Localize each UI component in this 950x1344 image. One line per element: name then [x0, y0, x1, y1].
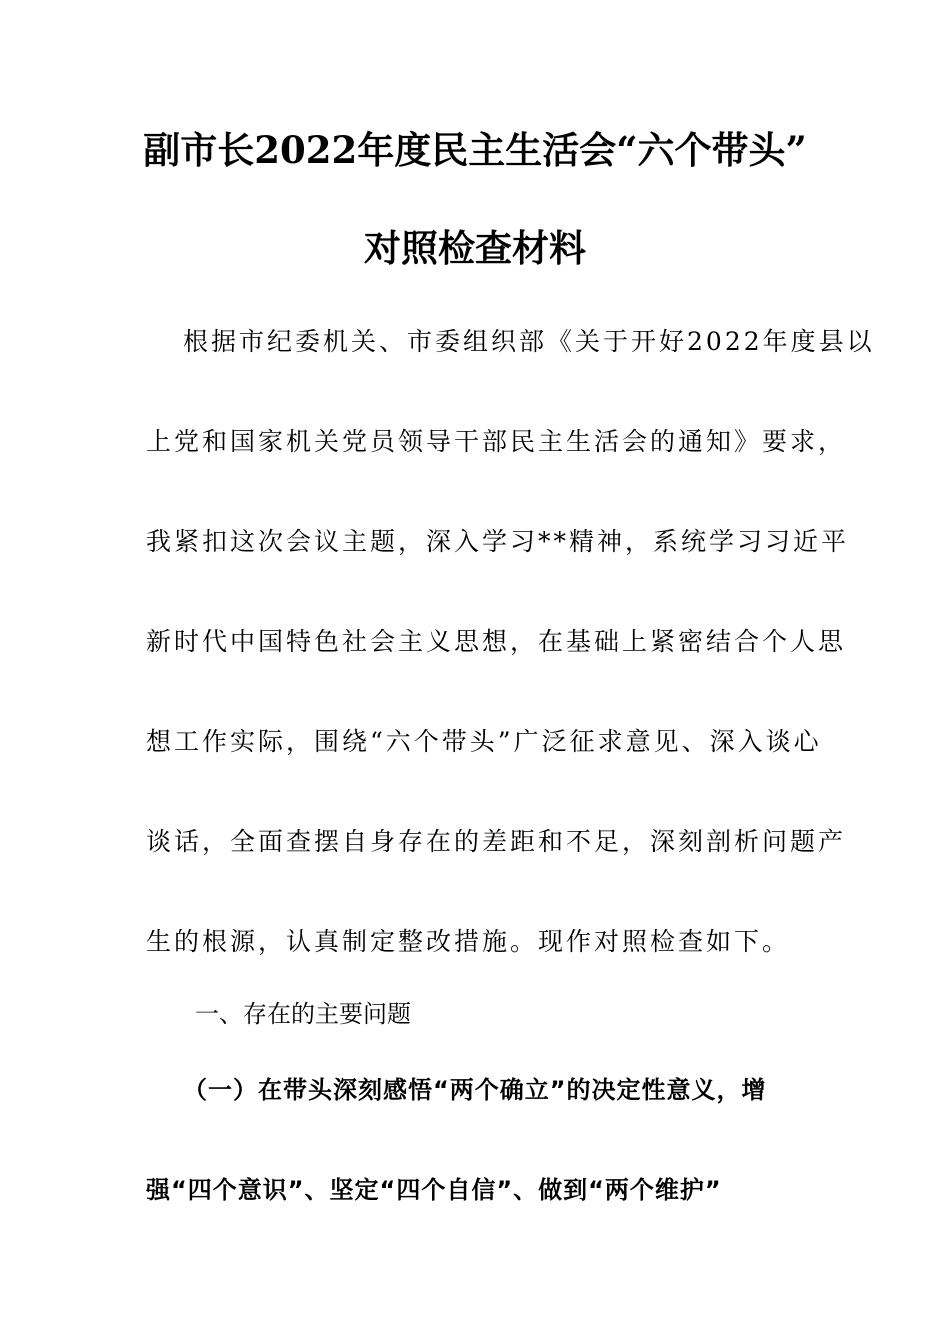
- paragraph-line: 谈话，全面查摆自身存在的差距和不足，深刻剖析问题产: [146, 827, 847, 856]
- subsection-heading-line: 强“四个意识”、坚定“四个自信”、做到“两个维护”: [146, 1176, 722, 1204]
- paragraph-line: 我紧扣这次会议主题，深入学习**精神，系统学习习近平: [146, 527, 850, 556]
- paragraph-line: 想工作实际，围绕“六个带头”广泛征求意见、深入谈心: [146, 727, 822, 756]
- paragraph-line: 新时代中国特色社会主义思想，在基础上紧密结合个人思: [146, 627, 847, 656]
- paragraph-line: 上党和国家机关党员领导干部民主生活会的通知》要求，: [146, 427, 847, 456]
- paragraph-line: 生的根源，认真制定整改措施。现作对照检查如下。: [146, 927, 791, 956]
- section-heading: 一、存在的主要问题: [195, 1000, 411, 1028]
- subsection-heading-line: （一）在带头深刻感悟“两个确立”的决定性意义，增: [183, 1076, 767, 1104]
- paragraph-line: 根据市纪委机关、市委组织部《关于开好2022年度县以: [183, 327, 875, 356]
- document-title-line-2: 对照检查材料: [364, 226, 586, 270]
- document-title-line-1: 副市长2022年度民主生活会“六个带头”: [143, 128, 807, 172]
